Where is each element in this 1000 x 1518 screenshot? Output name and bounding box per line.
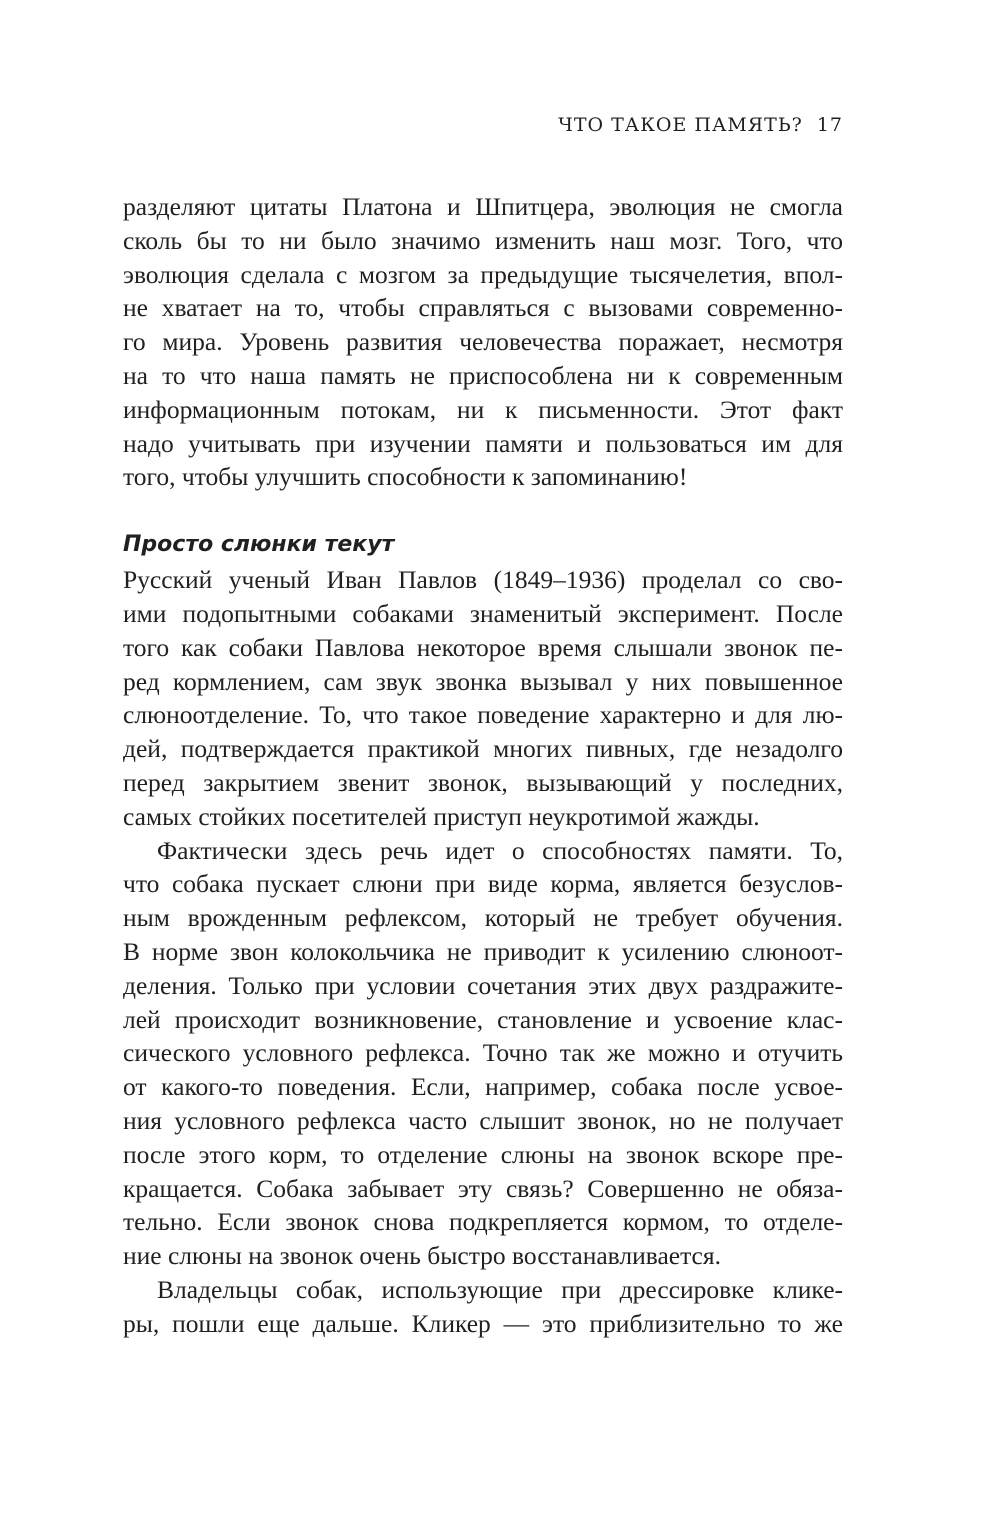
text-line: В норме звон колокольчика не приводит к усилению слюноот-: [123, 936, 843, 966]
paragraph: [123, 834, 843, 1273]
text-line: эволюция сделала с мозгом за предыдущие тысячелетия, впол-: [123, 259, 843, 289]
text-line: Русский ученый Иван Павлов (1849–1936) проделал со сво-: [123, 565, 843, 595]
running-header: [544, 114, 843, 136]
text-line: сколь бы то ни было значимо изменить наш мозг. Того, что: [123, 225, 843, 255]
text-line: разделяют цитаты Платона и Шпитцера, эволюция не смогла: [123, 192, 843, 221]
paragraph: [123, 190, 843, 494]
chapter-title: ЧТО ТАКОЕ ПАМЯТЬ?: [558, 114, 803, 136]
text-line: сического условного рефлекса. Точно так же можно и отучить: [123, 1038, 843, 1068]
text-line: ред кормлением, сам звук звонка вызывал у них повышенное: [123, 666, 843, 696]
text-line: дей, подтверждается практикой многих пивных, где незадолго: [123, 734, 843, 764]
text-line: Владельцы собак, использующие при дрессировке клике-: [157, 1274, 843, 1304]
text-line: лей происходит возникновение, становление и усвоение клас-: [123, 1004, 843, 1034]
text-line: ным врожденным рефлексом, который не требует обучения.: [123, 903, 843, 933]
text-line: того, чтобы улучшить способности к запоминанию!: [123, 462, 688, 492]
text-line: не хватает на то, чтобы справляться с вызовами современно-: [123, 293, 843, 323]
page-number: 17: [816, 114, 843, 136]
text-line: кращается. Собака забывает эту связь? Совершенно не обяза-: [123, 1173, 843, 1203]
text-line: после этого корм, то отделение слюны на звонок вскоре пре-: [123, 1139, 843, 1169]
text-line: деления. Только при условии сочетания этих двух раздражите-: [123, 970, 843, 1000]
text-line: самых стойких посетителей приступ неукротимой жажды.: [123, 801, 760, 831]
body-text: [123, 190, 843, 1341]
text-line: го мира. Уровень развития человечества поражает, несмотря: [123, 327, 843, 357]
text-line: ние слюны на звонок очень быстро восстанавливается.: [123, 1241, 721, 1271]
text-line: перед закрытием звенит звонок, вызывающий у последних,: [123, 767, 843, 797]
text-line: ры, пошли еще дальше. Кликер — это приблизительно то же: [123, 1308, 843, 1338]
paragraph: [123, 563, 843, 833]
text-line: ими подопытными собаками знаменитый эксперимент. После: [123, 598, 843, 628]
text-line: того как собаки Павлова некоторое время слышали звонок пе-: [123, 632, 843, 662]
section-heading: Просто слюнки текут: [123, 532, 395, 558]
paragraph: [123, 1273, 843, 1341]
text-line: надо учитывать при изучении памяти и пользоваться им для: [123, 428, 843, 458]
text-line: тельно. Если звонок снова подкрепляется кормом, то отделе-: [123, 1207, 843, 1237]
text-line: от какого-то поведения. Если, например, собака после усвое-: [123, 1072, 843, 1102]
text-line: Фактически здесь речь идет о способностях памяти. То,: [157, 835, 843, 865]
text-line: слюноотделение. То, что такое поведение характерно и для лю-: [123, 700, 843, 730]
text-line: на то что наша память не приспособлена ни к современным: [123, 360, 843, 390]
text-line: что собака пускает слюни при виде корма, является безуслов-: [123, 869, 843, 899]
text-line: информационным потокам, ни к письменности. Этот факт: [123, 394, 843, 424]
text-line: ния условного рефлекса часто слышит звонок, но не получает: [123, 1105, 843, 1135]
